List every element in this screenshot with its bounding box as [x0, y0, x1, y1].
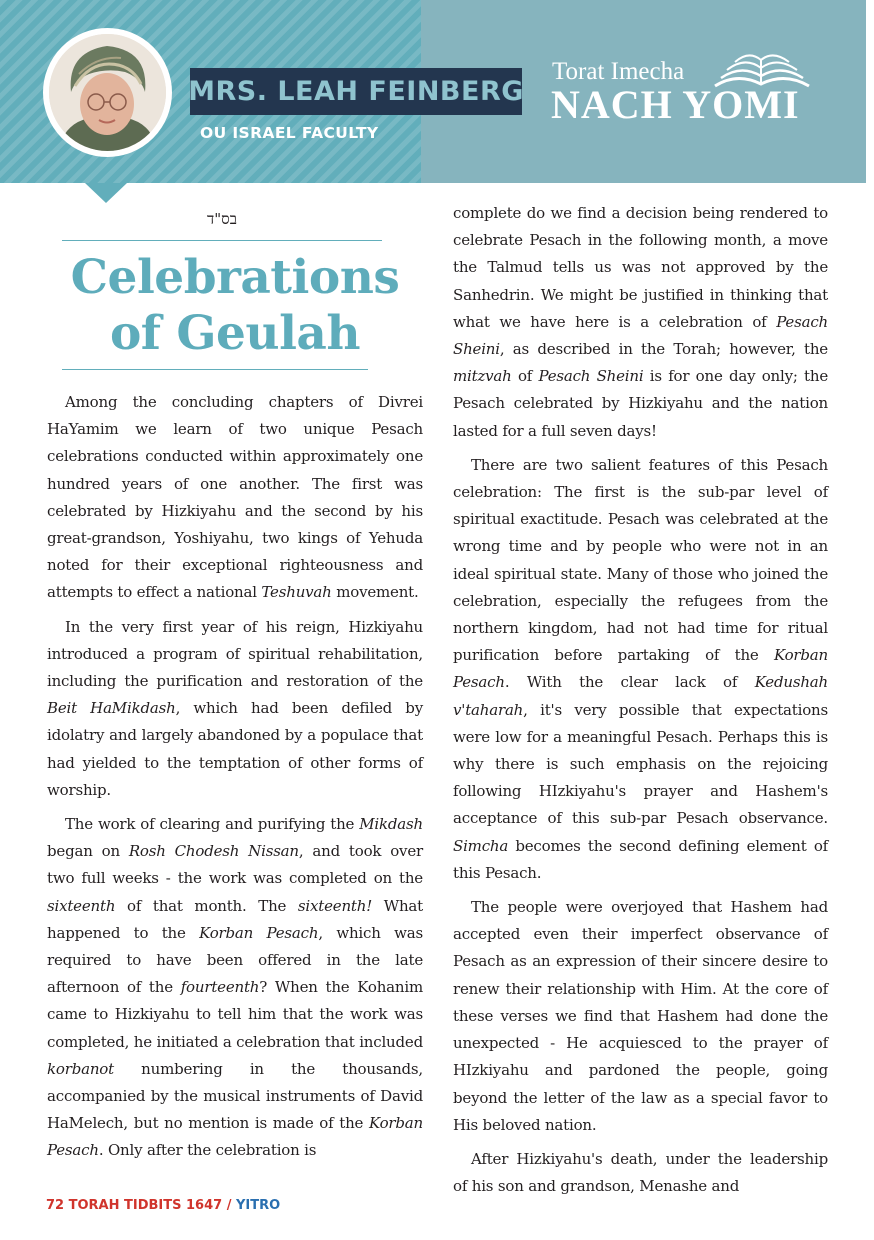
text-run: The work of clearing and purifying the: [65, 815, 360, 834]
right-paragraph-2: [453, 452, 828, 887]
text-run: , which had been defiled by idolatry and largely abandoned by a populace that had yielded to the temptation of other forms of worship.: [47, 699, 423, 799]
italic-term: Rosh Chodesh Nissan: [128, 842, 299, 861]
italic-term: Beit HaMikdash: [47, 699, 176, 718]
text-run: There are two salient features of this Pesach celebration: The first is the sub-par level of spiritual exactitude. Pesach was celebrated at the wrong time and by people who were not in an ideal spiritual state. Many of those who joined the celebration, especially the refugees from the northern kingdom, had not had time for ritual purification before partaking of the: [453, 455, 828, 665]
text-run: What happened to the: [47, 896, 423, 942]
italic-term: sixteenth!: [297, 896, 373, 915]
text-run: . With the clear lack of: [504, 673, 755, 692]
header-pointer: [85, 183, 127, 203]
author-name-box: [190, 68, 522, 115]
left-paragraph-1: [47, 389, 423, 607]
text-run: ? When the Kohanim came to Hizkiyahu to tell him that the work was completed, he initiated a celebration that included: [47, 978, 423, 1051]
text-run: movement.: [331, 583, 419, 602]
text-run: , it's very possible that expectations were low for a meaningful Pesach. Perhaps this is why there is such emphasis on the rejoicing following HIzkiyahu's prayer and Hashem's acceptance of this sub-par Pesach observance.: [453, 700, 828, 828]
hebrew-header: בס"ד: [207, 210, 237, 228]
text-run: of: [511, 367, 539, 386]
italic-term: Teshuvah: [261, 583, 332, 602]
text-run: complete do we find a decision being rendered to celebrate Pesach in the following month, a move the Talmud tells us was not approved by the Sanhedrin. We might be justified in thinking that what we have here is a celebration of: [453, 204, 828, 331]
italic-term: korbanot: [47, 1059, 114, 1078]
right-column: [453, 200, 828, 1207]
right-paragraph-4: After Hizkiyahu's death, under the leadership of his son and grandson, Menashe and: [453, 1149, 828, 1196]
text-run: began on: [47, 842, 129, 861]
author-avatar: [43, 28, 172, 157]
italic-term: mitzvah: [453, 367, 512, 386]
author-portrait-icon: [49, 34, 166, 151]
title-rule-bottom: [62, 369, 368, 370]
italic-term: Pesach Sheini: [453, 312, 828, 359]
text-run: numbering in the thousands, accompanied by the musical instruments of David HaMelech, but no mention is made of the: [47, 1059, 423, 1133]
title-rule-top: [62, 240, 382, 241]
title-line-1: Celebrations: [70, 250, 400, 305]
text-run: , which was required to have been offered in the late afternoon of the: [47, 923, 423, 997]
left-column: [47, 389, 423, 1172]
text-run: , and took over two full weeks - the work was completed on the: [47, 842, 423, 888]
left-paragraph-3: [47, 811, 423, 1165]
text-run: becomes the second defining element of this Pesach.: [453, 836, 828, 882]
italic-term: sixteenth: [47, 896, 116, 915]
italic-term: Pesach Sheini: [538, 367, 644, 386]
author-role: OU ISRAEL FACULTY: [200, 124, 379, 142]
right-paragraph-3: The people were overjoyed that Hashem had accepted even their imperfect observance of Pesach as an expression of their sincere desire to renew their relationship with Him. At the core of these verses we find that Hashem had done the unexpected - He acquiesced to the prayer of HIzkiyahu and pardoned the people, going beyond the letter of the law as a special favor to His beloved nation.: [453, 898, 828, 1134]
author-name: MRS. LEAH FEINBERG: [188, 76, 524, 107]
italic-term: Simcha: [453, 836, 509, 855]
text-run: In the very first year of his reign, Hizkiyahu introduced a program of spiritual rehabilitation, including the purification and restoration of the: [47, 617, 423, 691]
left-paragraph-2: [47, 614, 423, 804]
text-run: is for one day only; the Pesach celebrated by Hizkiyahu and the nation lasted for a full seven days!: [453, 367, 828, 440]
brand-title: NACH YOMI: [551, 82, 800, 127]
right-paragraph-1: [453, 200, 828, 445]
italic-term: Korban Pesach: [199, 923, 319, 942]
text-run: of that month. The: [115, 896, 298, 915]
text-run: , as described in the Torah; however, the: [499, 340, 828, 359]
brand-subtitle: Torat Imecha: [552, 58, 685, 85]
text-run: . Only after the celebration is: [98, 1141, 317, 1160]
article-title: [55, 250, 415, 362]
footer-page-label: 72 TORAH TIDBITS 1647: [46, 1198, 223, 1213]
italic-term: Kedushah v'taharah: [453, 673, 828, 719]
italic-term: Korban Pesach: [453, 646, 828, 692]
footer-separator: /: [222, 1198, 237, 1213]
italic-term: Mikdash: [359, 815, 423, 834]
italic-term: Korban Pesach: [47, 1114, 423, 1160]
text-run: Among the concluding chapters of Divrei HaYamim we learn of two unique Pesach celebrations conducted within approximately one hundred years of one another. The first was celebrated by Hizkiyahu and the second by his great-grandson, Yoshiyahu, two kings of Yehuda noted for their exceptional righteousness and attempts to effect a national: [47, 393, 423, 602]
footer-parasha: YITRO: [236, 1198, 281, 1213]
page-footer: [46, 1198, 280, 1213]
italic-term: fourteenth: [180, 978, 260, 997]
title-line-2: of Geulah: [109, 306, 361, 361]
